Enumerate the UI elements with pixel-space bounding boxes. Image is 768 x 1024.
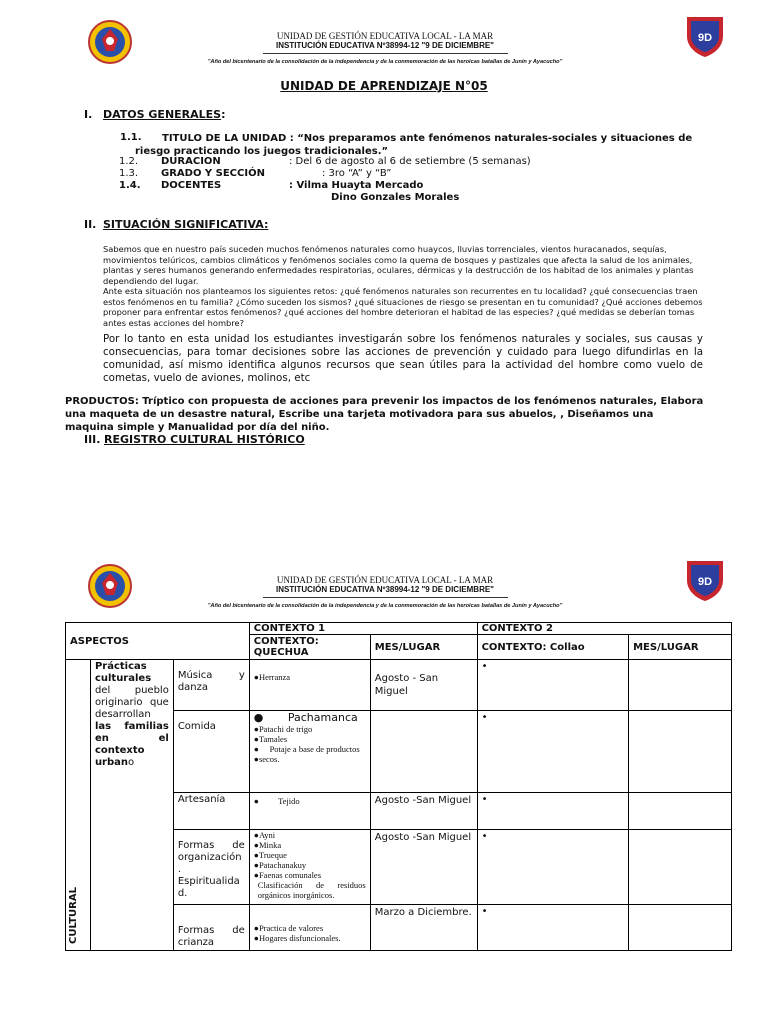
item3-value: : 3ro “A” y “B” (322, 168, 392, 179)
header-divider (263, 53, 508, 54)
category-crafts: Artesanía (173, 793, 249, 830)
list-item: ●Faenas comunales (253, 870, 322, 880)
header-divider (263, 597, 508, 598)
category-music-dance: Música y danza (173, 660, 249, 711)
ugel-name: UNIDAD DE GESTIÓN EDUCATIVA LOCAL - LA MAR (276, 575, 494, 585)
list-item: ● Tejido (253, 796, 300, 806)
list-item: ● Potaje a base de productos (253, 744, 360, 754)
products-text: PRODUCTOS: Tríptico con propuesta de acciones para prevenir los impactos de los fenómenos naturales, Elabora una maqueta de un desastre natural, Escribe una tarjeta motivadora para sus abuelos, , Diseñamos una maquina simple y Manualidad por día del niño. (65, 396, 704, 433)
month-food (370, 711, 477, 793)
item1-value: : “Nos preparamos ante fenómenos naturales-sociales y situaciones de riesgo practicando los juegos tradicionales.” (135, 133, 693, 157)
situation-paragraph-2: Ante esta situación nos planteamos los siguientes retos: ¿qué fenómenos naturales son recurrentes en tu localidad? ¿qué consecuencias traen estos fenómenos en tu familia? ¿Cómo suceden los sismos? ¿qué situaciones de riesgo se presentan en tu comunidad? ¿Qué acciones debemos proponer para enfrentar estos fenómenos? ¿qué acciones del hombre deterioran el habitad de las especies? ¿qué medidas se deberían tomas antes estas acciones del hombre? (103, 286, 703, 328)
year-motto: "Año del bicentenario de la consolidación de la independencia y de la conmemoración de las heroicas batallas de Junín y Ayacucho" (207, 59, 563, 65)
quechua-upbringing-items (249, 905, 370, 951)
collao-month-crafts (629, 793, 732, 830)
month-organization: Agosto -San Miguel (370, 830, 477, 905)
section1-number: I. (84, 108, 93, 121)
context1-header: CONTEXTO 1 (249, 623, 477, 635)
item4-value: : Vilma Huayta Mercado (289, 180, 424, 191)
context2-collao: CONTEXTO: Collao (477, 635, 629, 660)
list-item: ●secos. (253, 754, 280, 764)
school-name: INSTITUCIÓN EDUCATIVA Nº38994-12 "9 DE DICIEMBRE" (276, 41, 494, 50)
collao-month-upbringing (629, 905, 732, 951)
school-name: INSTITUCIÓN EDUCATIVA Nº38994-12 "9 DE DICIEMBRE" (276, 585, 494, 594)
section3-number: III. (84, 433, 101, 446)
section1-heading (103, 108, 226, 121)
practices-description (90, 660, 173, 951)
practices-text-1: del pueblo originario que desarrollan (94, 685, 169, 720)
practices-bold-1: Prácticas culturales (94, 661, 152, 684)
quechua-craft-items (249, 793, 370, 830)
practices-bold-2: las familias en el contexto urban (94, 721, 169, 768)
quechua-food-items (249, 711, 370, 793)
collao-month-music (629, 660, 732, 711)
waste-classification: Clasificación de residuos orgánicos inorgánicos. (257, 880, 366, 900)
list-item: ●Practica de valores (253, 923, 324, 933)
item3-label: GRADO Y SECCIÓN (161, 168, 265, 179)
context2-header: CONTEXTO 2 (477, 623, 731, 635)
item2-num: 1.2. (119, 156, 139, 167)
year-motto: "Año del bicentenario de la consolidación de la independencia y de la conmemoración de las heroicas batallas de Junín y Ayacucho" (207, 603, 563, 609)
list-item: ●Minka (253, 840, 282, 850)
quechua-organization-items (249, 830, 370, 905)
list-item: ●Trueque (253, 850, 287, 860)
practices-text-2: o (128, 757, 135, 768)
item1-label: TITULO DE LA UNIDAD (162, 133, 287, 144)
aspects-header: ASPECTOS (66, 623, 250, 660)
month-crafts: Agosto -San Miguel (370, 793, 477, 830)
school-logo (88, 17, 132, 67)
list-item: ●Ayni (253, 830, 276, 840)
category-organization (173, 830, 249, 905)
collao-crafts: • (477, 793, 629, 830)
page-title: UNIDAD DE APRENDIZAJE N°05 (280, 79, 488, 93)
collao-upbringing: • (477, 905, 629, 951)
section1-colon: : (221, 108, 226, 121)
shield-badge (684, 14, 726, 58)
list-item: ● Pachamanca (253, 711, 358, 724)
badge-text: 9D (697, 32, 713, 44)
item2-value: : Del 6 de agosto al 6 de setiembre (5 semanas) (289, 156, 531, 167)
item4-num: 1.4. (119, 180, 141, 191)
context2-month-place: MES/LUGAR (629, 635, 732, 660)
category-food: Comida (173, 711, 249, 793)
shield-badge (684, 558, 726, 602)
organization-label: Formas de organización (177, 840, 245, 863)
item2-label: DURACION (161, 156, 221, 167)
context1-quechua: CONTEXTO: QUECHUA (249, 635, 370, 660)
month-upbringing: Marzo a Diciembre. (370, 905, 477, 951)
badge-text: 9D (697, 576, 713, 588)
context1-month-place: MES/LUGAR (370, 635, 477, 660)
item4-label: DOCENTES (161, 180, 222, 191)
organization-dot: . (177, 864, 182, 875)
list-item: ●Tamales (253, 734, 288, 744)
list-item: ●Patachi de trigo (253, 724, 313, 734)
collao-month-food (629, 711, 732, 793)
situation-paragraph-3: Por lo tanto en esta unidad los estudiantes investigarán sobre los fenómenos naturales y sociales, sus causas y consecuencias, para tomar decisiones sobre las acciones de prevención y cuidado para luego difundirlas en la comunidad, así mismo identifica algunos recursos que sean útiles para la actividad del hombre como vuelo de cometas, vuelo de aviones, molinos, etc (103, 333, 703, 384)
section2-heading: SITUACIÓN SIGNIFICATIVA: (103, 218, 269, 231)
section1-heading-text: DATOS GENERALES (103, 108, 222, 121)
ugel-name: UNIDAD DE GESTIÓN EDUCATIVA LOCAL - LA MAR (276, 31, 494, 41)
cultural-side-cell (66, 660, 91, 951)
collao-organization: • (477, 830, 629, 905)
item1-num: 1.1. (120, 132, 142, 143)
item1-text (135, 132, 707, 158)
list-item: ●Patachanakuy (253, 860, 307, 870)
school-logo (88, 561, 132, 611)
list-item: ●Herranza (253, 672, 291, 682)
item4-value2: Dino Gonzales Morales (331, 192, 460, 203)
month-music: Agosto - San Miguel (370, 660, 477, 711)
section2-number: II. (84, 218, 97, 231)
list-item: ●Hogares disfuncionales. (253, 933, 341, 943)
quechua-music-items (249, 660, 370, 711)
section3-heading: REGISTRO CULTURAL HISTÓRICO (104, 433, 305, 446)
collao-food: • (477, 711, 629, 793)
item3-num: 1.3. (119, 168, 139, 179)
situation-paragraph-1: Sabemos que en nuestro país suceden muchos fenómenos naturales como huaycos, lluvias torrenciales, vientos huracanados, sequías, movimientos telúricos, cambios climáticos y fenómenos sociales como la quema de bosques y pastizales que afecta la salud de los animales, plantas y seres humanos generando enfermedades respiratorias, oculares, dérmicas y la destrucción de los habitad de los animales y plantas dependiendo del lugar. (103, 244, 694, 286)
cultural-label: CULTURAL (68, 887, 79, 944)
cultural-context-table (65, 622, 732, 951)
collao-music: • (477, 660, 629, 711)
spirituality-label: Espiritualida d. (177, 876, 240, 899)
category-upbringing: Formas de crianza (173, 905, 249, 951)
collao-month-organization (629, 830, 732, 905)
